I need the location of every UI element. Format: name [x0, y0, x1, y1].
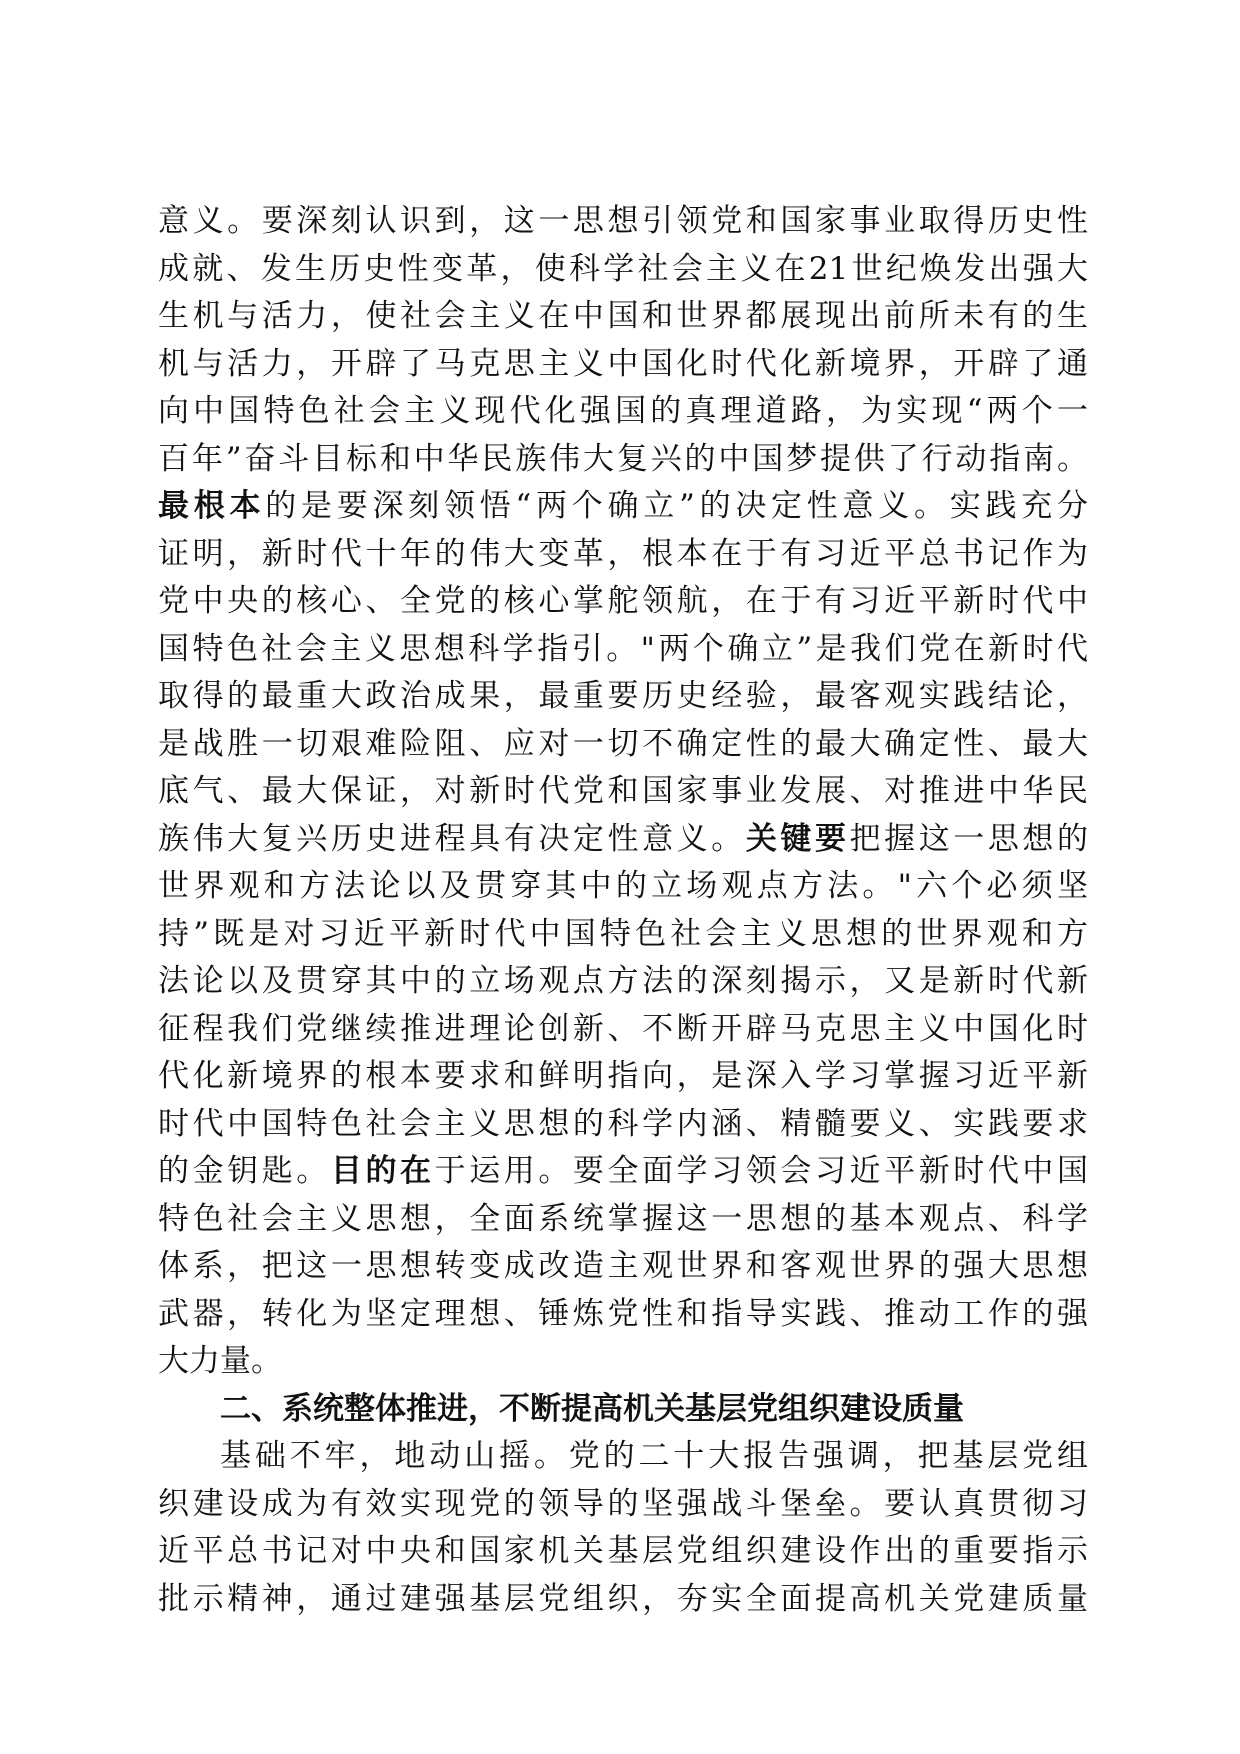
- bold-phrase: 最根本: [158, 488, 266, 524]
- text-line: 生机与活力，使社会主义在中国和世界都展现出前所未有的生: [158, 298, 1088, 334]
- text-line: 百年”奋斗目标和中华民族伟大复兴的中国梦提供了行动指南。: [158, 440, 1088, 477]
- text-span: 族伟大复兴历史进程具有决定性意义。: [158, 820, 746, 857]
- text-line: [158, 483, 1088, 531]
- text-span: 于运用。要全面学习领会习近平新时代中国: [434, 1153, 1089, 1189]
- text-line: 党中央的核心、全党的核心掌舵领航，在于有习近平新时代中: [158, 583, 1088, 619]
- text-line: 基础不牢，地动山摇。党的二十大报告强调，把基层党组: [220, 1438, 1088, 1474]
- text-line: 特色社会主义思想，全面系统掌握这一思想的基本观点、科学: [158, 1200, 1088, 1237]
- text-line: 底气、最大保证，对新时代党和国家事业发展、对推进中华民: [158, 773, 1088, 809]
- text-line: 批示精神，通过建强基层党组织，夯实全面提高机关党建质量: [158, 1580, 1088, 1617]
- text-span: 的是要深刻领悟“两个确立”的决定性意义。实践充分: [265, 488, 1088, 524]
- text-line: [158, 816, 1088, 864]
- text-span: 把握这一思想的: [849, 820, 1089, 857]
- text-line: 取得的最重大政治成果，最重要历史经验，最客观实践结论，: [158, 678, 1088, 714]
- text-line: 近平总书记对中央和国家机关基层党组织建设作出的重要指示: [158, 1533, 1088, 1569]
- text-line: 是战胜一切艰难险阻、应对一切不确定性的最大确定性、最大: [158, 725, 1088, 762]
- text-line: 成就、发生历史性变革，使科学社会主义在21世纪焕发出强大: [158, 250, 1088, 287]
- document-body: [158, 198, 1088, 1623]
- text-line: 向中国特色社会主义现代化强国的真理道路，为实现“两个一: [158, 393, 1088, 429]
- text-line: 意义。要深刻认识到，这一思想引领党和国家事业取得历史性: [158, 203, 1088, 239]
- text-line: [158, 1148, 1088, 1196]
- section-heading: 二、系统整体推进，不断提高机关基层党组织建设质量: [220, 1390, 964, 1427]
- text-span: 的金钥匙。: [158, 1153, 331, 1189]
- bold-phrase: 目的在: [330, 1153, 435, 1189]
- text-line: 世界观和方法论以及贯穿其中的立场观点方法。"六个必须坚: [158, 868, 1088, 904]
- text-line: 证明，新时代十年的伟大变革，根本在于有习近平总书记作为: [158, 535, 1088, 572]
- text-line: 持”既是对习近平新时代中国特色社会主义思想的世界观和方: [158, 915, 1088, 952]
- text-line: 体系，把这一思想转变成改造主观世界和客观世界的强大思想: [158, 1248, 1088, 1284]
- text-line: 法论以及贯穿其中的立场观点方法的深刻揭示，又是新时代新: [158, 963, 1088, 999]
- text-line: 织建设成为有效实现党的领导的坚强战斗堡垒。要认真贯彻习: [158, 1485, 1088, 1522]
- text-line: 征程我们党继续推进理论创新、不断开辟马克思主义中国化时: [158, 1010, 1088, 1047]
- bold-phrase: 关键要: [745, 820, 850, 857]
- text-line: 代化新境界的根本要求和鲜明指向，是深入学习掌握习近平新: [158, 1058, 1088, 1094]
- text-line: 时代中国特色社会主义思想的科学内涵、精髓要义、实践要求: [158, 1105, 1088, 1142]
- text-line: 国特色社会主义思想科学指引。"两个确立”是我们党在新时代: [158, 630, 1088, 667]
- text-line: 机与活力，开辟了马克思主义中国化时代化新境界，开辟了通: [158, 345, 1088, 382]
- text-line: 武器，转化为坚定理想、锤炼党性和指导实践、推动工作的强: [158, 1295, 1088, 1332]
- text-line: 大力量。: [158, 1343, 282, 1379]
